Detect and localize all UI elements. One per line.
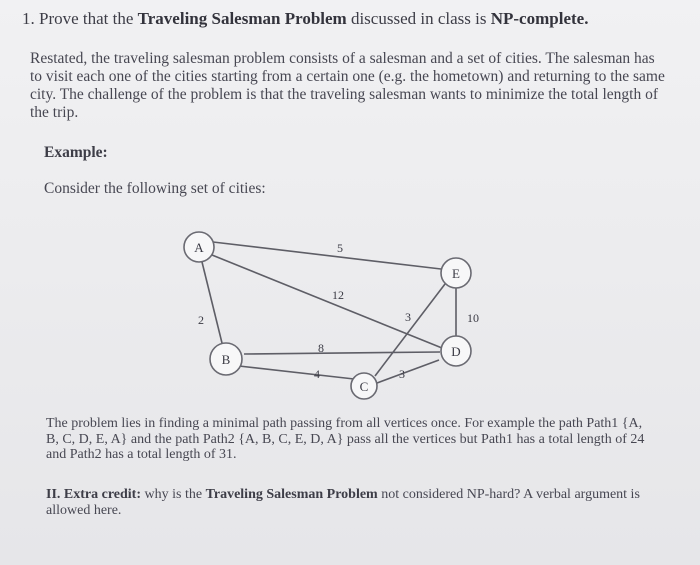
node-a: [184, 232, 214, 262]
problem-paragraph: The problem lies in finding a minimal path passing from all vertices once. For example the path Path1 {A, B, C, D, E, A} and the path Path2 {A, B, C, E, D, A} pass all the vertices but Path1 has a total length of 24 and Path2 has a total length of 31.: [46, 416, 645, 462]
weight-c-d: 3: [399, 367, 405, 381]
node-d-label: D: [451, 344, 461, 359]
question-2: [46, 487, 646, 518]
node-a-label: A: [194, 240, 204, 255]
question-1-topic: Traveling Salesman Problem: [137, 9, 347, 28]
weight-a-e: 5: [337, 241, 343, 255]
node-e-label: E: [452, 266, 460, 281]
weight-e-d: 10: [467, 311, 479, 325]
node-b-label: B: [221, 352, 231, 367]
question-2-prefix: why is the: [144, 487, 203, 502]
question-1-middle: discussed in class is: [350, 9, 487, 28]
question-2-rest: not considered NP-hard? A verbal argument is allowed here.: [46, 487, 640, 518]
example-heading: Example:: [44, 144, 108, 161]
question-1-claim: NP-complete.: [490, 9, 589, 28]
weight-b-d: 8: [318, 341, 324, 355]
weight-a-d: 12: [332, 288, 344, 302]
edge-a-e: [213, 242, 441, 269]
weight-a-b: 2: [198, 313, 204, 327]
weight-c-e: 3: [405, 310, 411, 324]
node-c-label: C: [359, 379, 369, 394]
consider-text: Consider the following set of cities:: [44, 180, 266, 197]
question-2-topic: Traveling Salesman Problem: [205, 487, 378, 502]
question-1-prefix: Prove that the: [39, 9, 134, 28]
edge-b-c: [239, 366, 354, 379]
question-1-number: 1.: [22, 9, 35, 28]
edge-b-d: [244, 352, 440, 354]
node-e: [441, 258, 471, 288]
node-b: [210, 343, 242, 375]
question-2-label: II. Extra credit:: [46, 487, 141, 502]
restated-paragraph: Restated, the traveling salesman problem consists of a salesman and a set of cities. The salesman has to visit each one of the cities starting from a certain one (e.g. the hometown) and returning to the same city. The challenge of the problem is that the traveling salesman wants to minimize the total length of the trip.: [30, 50, 665, 121]
edge-a-b: [202, 262, 222, 343]
node-d: [441, 336, 471, 366]
node-c: [351, 373, 377, 399]
weight-b-c: 4: [314, 367, 320, 381]
edge-c-d: [377, 360, 439, 383]
